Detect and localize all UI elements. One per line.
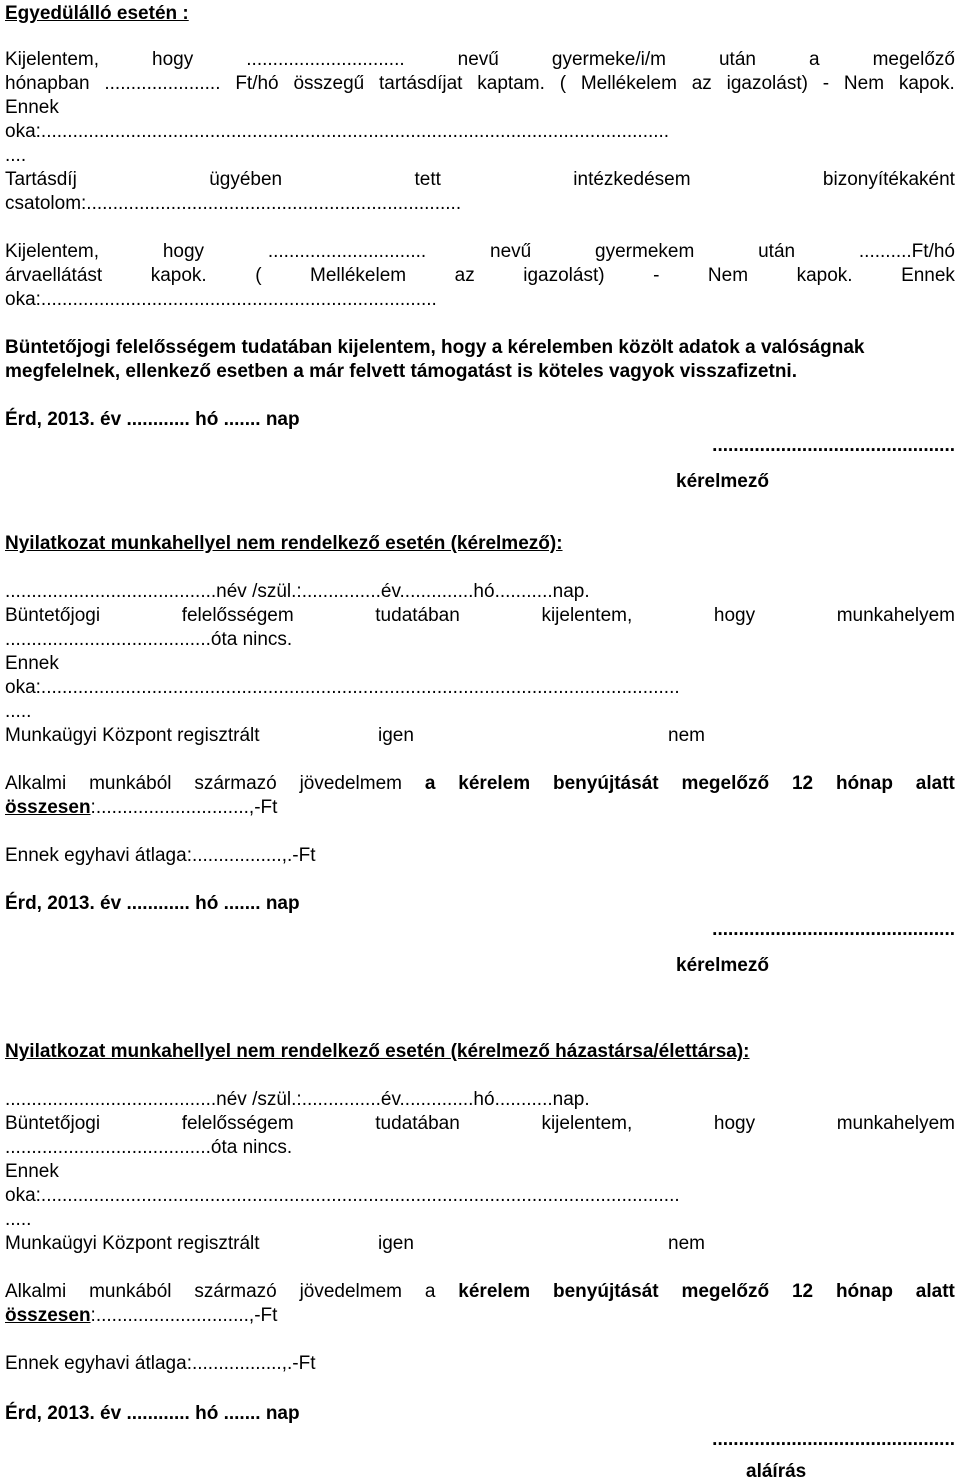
section-heading-spouse: Nyilatkozat munkahellyel nem rendelkező esetén (kérelmező házastársa/élettársa): (5, 1041, 750, 1062)
single-declaration-line2: megfelelnek, ellenkező esetben a már felvett támogatást is köteles vagyok visszafizetni. (5, 361, 797, 382)
applicant-average-line: Ennek egyhavi átlaga:.................,.-Ft (5, 845, 316, 866)
option-no[interactable]: nem (668, 725, 705, 746)
single-declaration-line1: Büntetőjogi felelősségem tudatában kijelentem, hogy a kérelemben közölt adatok a valóságnak (5, 337, 865, 358)
applicant-reason-cont: ..... (5, 701, 32, 722)
spouse-signature-dots: .............................................. (712, 1429, 955, 1450)
spouse-registered-row (5, 1232, 955, 1256)
registered-label: Munkaügyi Központ regisztrált (5, 1233, 260, 1254)
spouse-reason-label: Ennek (5, 1161, 59, 1182)
option-yes[interactable]: igen (378, 1233, 414, 1254)
spouse-total-line: összesen:.............................,-Ft (5, 1305, 278, 1326)
applicant-since-line: .......................................óta nincs. (5, 629, 293, 650)
single-date-line: Érd, 2013. év ............ hó ....... nap (5, 409, 300, 430)
single-p2-line2: árvaellátást kapok. ( Mellékelem az igazolást) - Nem kapok. Ennek (5, 265, 955, 286)
single-p2-line1: Kijelentem, hogy .............................. nevű gyermekem után ..........Ft/hó (5, 241, 955, 262)
single-p1-line6: Tartásdíj ügyében tett intézkedésem bizonyítékaként (5, 169, 955, 190)
applicant-reason-label: Ennek (5, 653, 59, 674)
single-p1-attach: csatolom:....................................................................... (5, 193, 462, 214)
single-signature-dots: .............................................. (712, 435, 955, 456)
single-p1-line3: Ennek (5, 97, 59, 118)
spouse-name-line: ........................................név /szül.:...............év..............hó...........nap. (5, 1089, 590, 1110)
spouse-since-line: .......................................óta nincs. (5, 1137, 293, 1158)
spouse-declaration: Büntetőjogi felelősségem tudatában kijelentem, hogy munkahelyem (5, 1113, 955, 1134)
registered-label: Munkaügyi Központ regisztrált (5, 725, 260, 746)
single-p1-line1: Kijelentem, hogy .............................. nevű gyermeke/i/m után a megelőző (5, 49, 955, 70)
single-p1-reason: oka:....................................................................................................................... (5, 121, 670, 142)
section-heading-single: Egyedülálló esetén : (5, 3, 189, 24)
applicant-income-line: Alkalmi munkából származó jövedelmem a kérelem benyújtását megelőző 12 hónap alatt (5, 773, 955, 794)
section-heading-applicant: Nyilatkozat munkahellyel nem rendelkező esetén (kérelmező): (5, 533, 563, 554)
applicant-date-line: Érd, 2013. év ............ hó ....... nap (5, 893, 300, 914)
single-p1-reason-cont: .... (5, 145, 27, 166)
applicant-total-line: összesen:.............................,-Ft (5, 797, 278, 818)
spouse-reason-cont: ..... (5, 1209, 32, 1230)
applicant-signature-dots: .............................................. (712, 919, 955, 940)
spouse-date-line: Érd, 2013. év ............ hó ....... nap (5, 1403, 300, 1424)
applicant-declaration: Büntetőjogi felelősségem tudatában kijelentem, hogy munkahelyem (5, 605, 955, 626)
spouse-income-line: Alkalmi munkából származó jövedelmem a kérelem benyújtását megelőző 12 hónap alatt (5, 1281, 955, 1302)
applicant-name-line: ........................................név /szül.:...............év..............hó...........nap. (5, 581, 590, 602)
spouse-reason-line: oka:......................................................................................................................... (5, 1185, 680, 1206)
single-p2-reason: oka:........................................................................... (5, 289, 437, 310)
spouse-signature-label: aláírás (746, 1461, 807, 1482)
applicant-reason-line: oka:......................................................................................................................... (5, 677, 680, 698)
applicant-registered-row (5, 724, 955, 748)
option-no[interactable]: nem (668, 1233, 705, 1254)
spouse-average-line: Ennek egyhavi átlaga:.................,.-Ft (5, 1353, 316, 1374)
applicant-signature-label: kérelmező (676, 955, 769, 976)
option-yes[interactable]: igen (378, 725, 414, 746)
single-p1-line2: hónapban ...................... Ft/hó összegű tartásdíjat kaptam. ( Mellékelem az igazolást) - Nem kapok. (5, 73, 955, 94)
single-signature-label: kérelmező (676, 471, 769, 492)
